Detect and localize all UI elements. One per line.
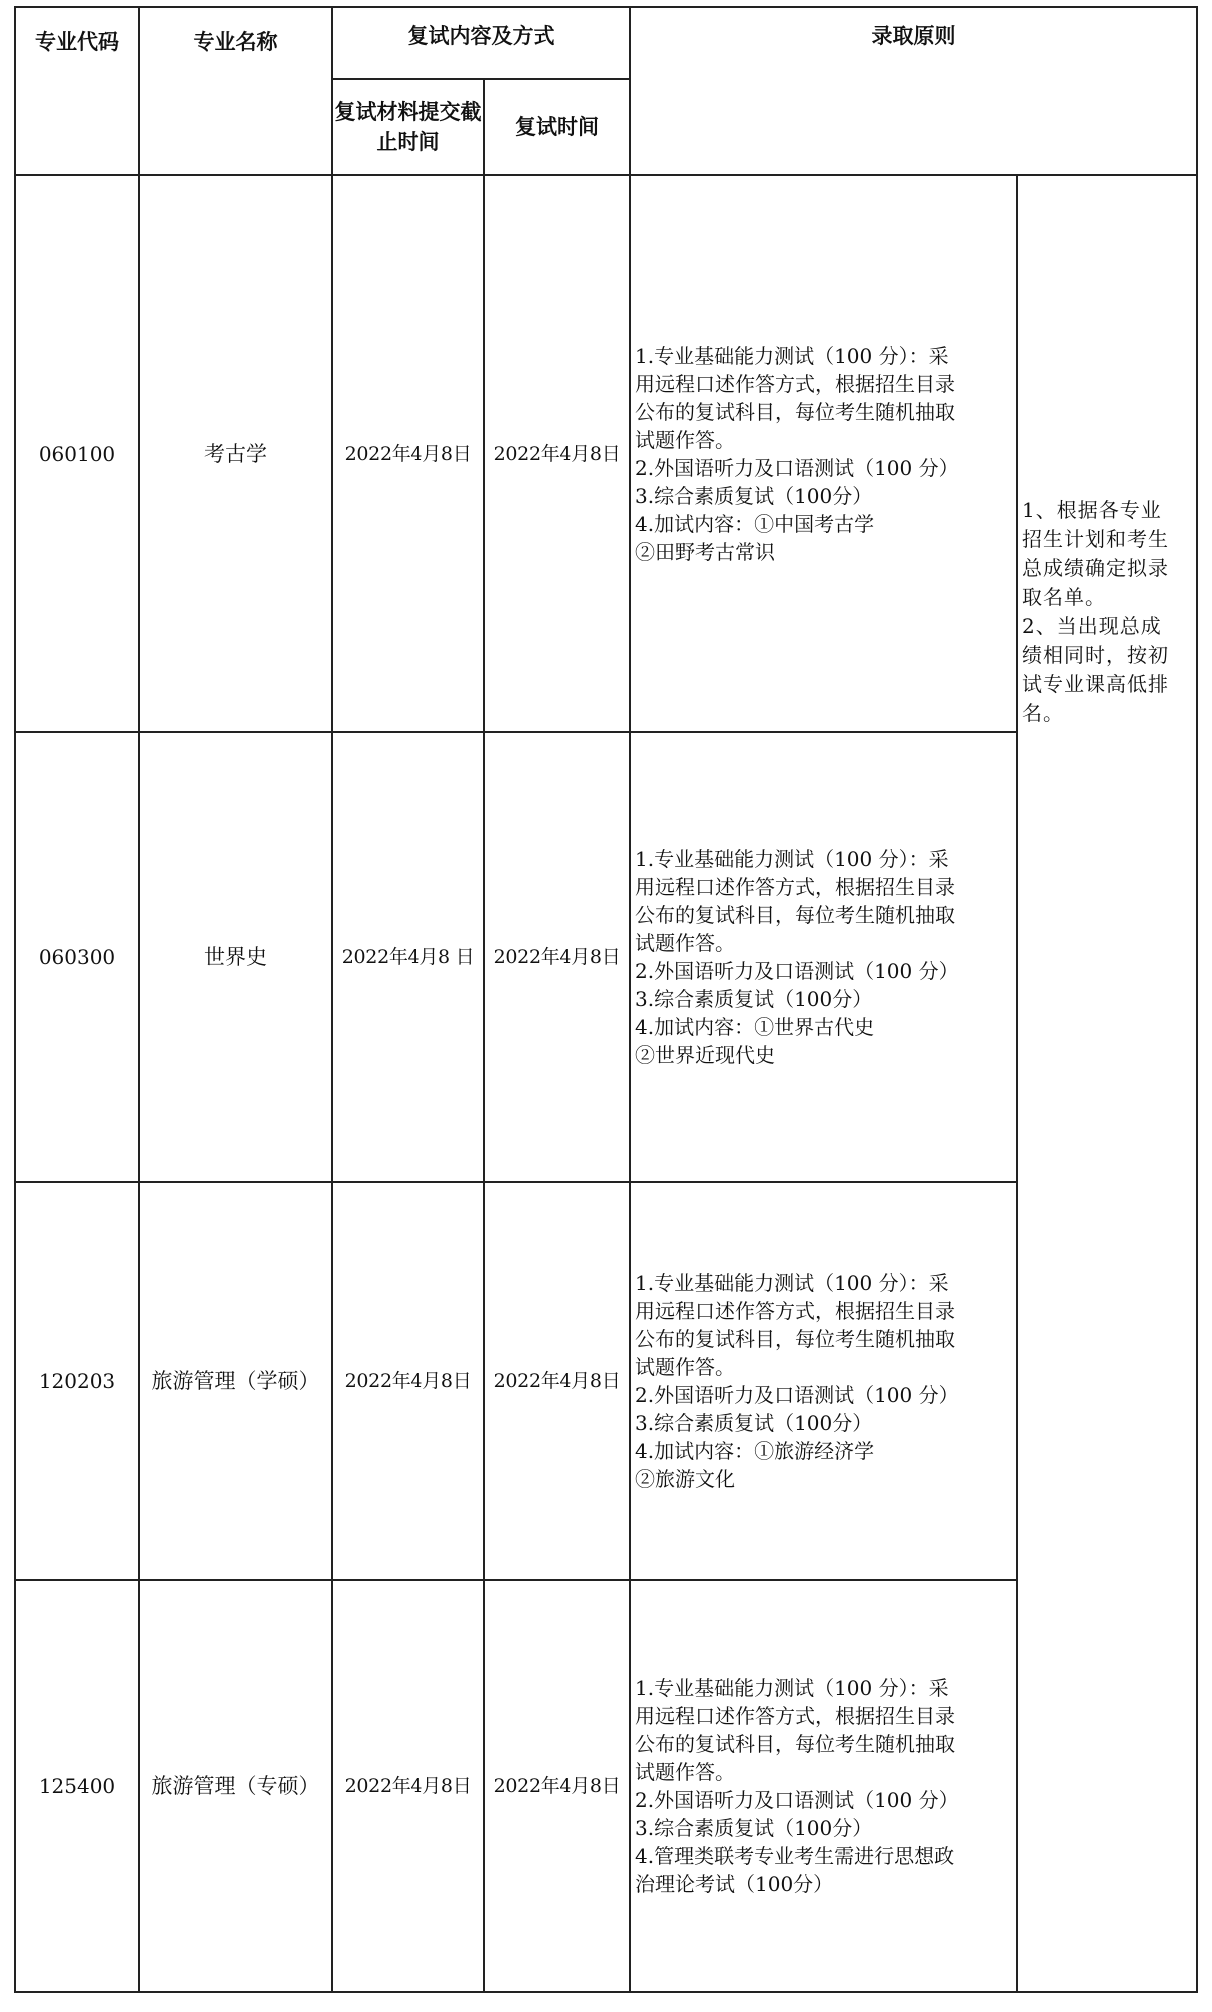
content-line: 2.外国语听力及口语测试（100 分） xyxy=(635,1788,959,1812)
major-name: 旅游管理（专硕） xyxy=(139,1580,332,1992)
header-code: 专业代码 xyxy=(15,7,139,175)
content-line: 公布的复试科目，每位考生随机抽取 xyxy=(635,1327,955,1351)
principle-line: 招生计划和考生 xyxy=(1022,527,1169,551)
header-name: 专业名称 xyxy=(139,7,332,175)
content-line: 试题作答。 xyxy=(635,1355,735,1379)
deadline-date: 2022年4月8 日 xyxy=(332,732,484,1182)
interview-date: 2022年4月8日 xyxy=(484,1580,630,1992)
principle-line: 1、根据各专业 xyxy=(1022,498,1162,522)
content-line: 1.专业基础能力测试（100 分）：采 xyxy=(635,343,949,368)
principle-line: 取名单。 xyxy=(1022,585,1106,609)
content-line: ②旅游文化 xyxy=(635,1467,735,1491)
content-line: 公布的复试科目，每位考生随机抽取 xyxy=(635,399,955,424)
content-line: ②世界近现代史 xyxy=(635,1043,775,1067)
admission-principle xyxy=(1017,175,1197,1992)
content-line: 3.综合素质复试（100分） xyxy=(635,987,873,1011)
content-line: 3.综合素质复试（100分） xyxy=(635,1816,873,1840)
content-line: 治理论考试（100分） xyxy=(635,1872,834,1896)
header-time: 复试时间 xyxy=(484,79,630,175)
content-line: 试题作答。 xyxy=(635,1760,735,1784)
content-line: 试题作答。 xyxy=(635,427,735,452)
major-name: 世界史 xyxy=(139,732,332,1182)
content-line: 试题作答。 xyxy=(635,931,735,955)
major-name: 旅游管理（学硕） xyxy=(139,1182,332,1580)
content-line: 2.外国语听力及口语测试（100 分） xyxy=(635,455,959,480)
content-line: 用远程口述作答方式，根据招生目录 xyxy=(635,1299,955,1323)
major-name: 考古学 xyxy=(139,175,332,732)
principle-line: 总成绩确定拟录 xyxy=(1022,556,1169,580)
interview-date: 2022年4月8日 xyxy=(484,732,630,1182)
interview-date: 2022年4月8日 xyxy=(484,175,630,732)
header-principle: 录取原则 xyxy=(630,7,1197,175)
deadline-date: 2022年4月8日 xyxy=(332,1580,484,1992)
content-line: 4.加试内容：①世界古代史 xyxy=(635,1015,875,1039)
principle-line: 2、当出现总成 xyxy=(1022,614,1162,638)
principle-line: 试专业课高低排 xyxy=(1022,672,1169,696)
content-line: 公布的复试科目，每位考生随机抽取 xyxy=(635,903,955,927)
content-line: 4.加试内容：①旅游经济学 xyxy=(635,1439,875,1463)
principle-line: 绩相同时，按初 xyxy=(1022,643,1169,667)
major-code: 060100 xyxy=(15,175,139,732)
header-content-group: 复试内容及方式 xyxy=(332,7,630,79)
content-line: 3.综合素质复试（100分） xyxy=(635,483,873,508)
content-line: ②田野考古常识 xyxy=(635,539,775,564)
major-code: 120203 xyxy=(15,1182,139,1580)
interview-content xyxy=(630,175,1017,732)
content-line: 1.专业基础能力测试（100 分）：采 xyxy=(635,1676,949,1700)
interview-content xyxy=(630,1580,1017,1992)
deadline-date: 2022年4月8日 xyxy=(332,175,484,732)
content-line: 1.专业基础能力测试（100 分）：采 xyxy=(635,847,949,871)
interview-content xyxy=(630,1182,1017,1580)
content-line: 用远程口述作答方式，根据招生目录 xyxy=(635,1704,955,1728)
major-code: 060300 xyxy=(15,732,139,1182)
admission-table xyxy=(14,6,1198,1993)
interview-content xyxy=(630,732,1017,1182)
content-line: 4.管理类联考专业考生需进行思想政 xyxy=(635,1844,955,1868)
content-line: 用远程口述作答方式，根据招生目录 xyxy=(635,875,955,899)
interview-date: 2022年4月8日 xyxy=(484,1182,630,1580)
content-line: 3.综合素质复试（100分） xyxy=(635,1411,873,1435)
content-line: 公布的复试科目，每位考生随机抽取 xyxy=(635,1732,955,1756)
content-line: 用远程口述作答方式，根据招生目录 xyxy=(635,371,955,396)
content-line: 2.外国语听力及口语测试（100 分） xyxy=(635,1383,959,1407)
content-line: 1.专业基础能力测试（100 分）：采 xyxy=(635,1271,949,1295)
deadline-date: 2022年4月8日 xyxy=(332,1182,484,1580)
table-row xyxy=(15,175,1197,732)
content-line: 4.加试内容：①中国考古学 xyxy=(635,511,875,536)
header-deadline: 复试材料提交截止时间 xyxy=(332,79,484,175)
content-line: 2.外国语听力及口语测试（100 分） xyxy=(635,959,959,983)
major-code: 125400 xyxy=(15,1580,139,1992)
principle-line: 名。 xyxy=(1022,701,1064,725)
